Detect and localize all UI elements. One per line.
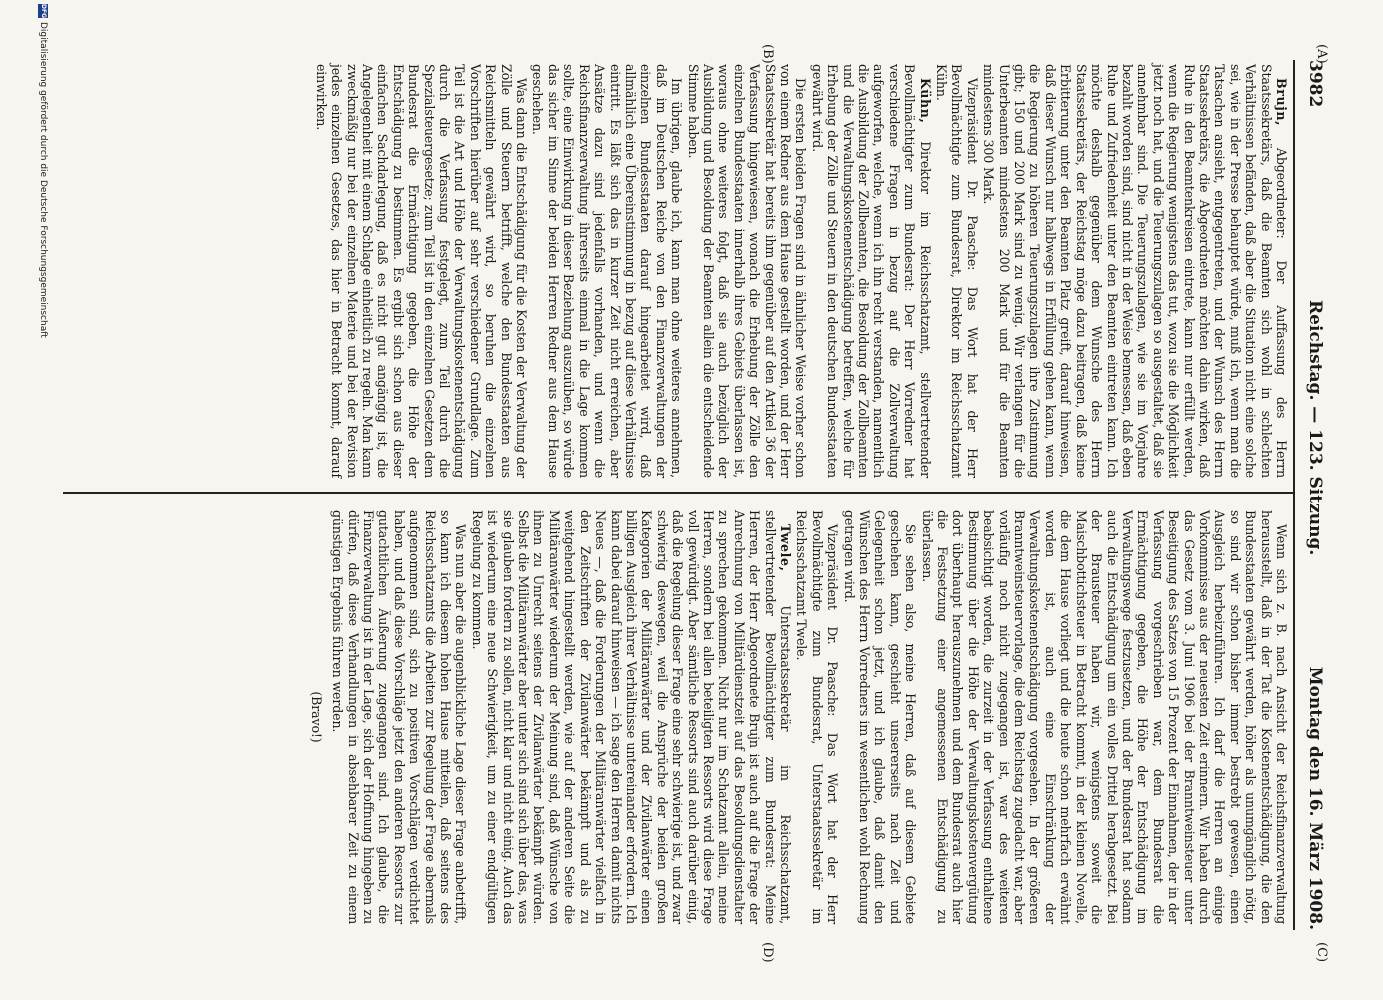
paragraph [981, 64, 1289, 478]
paragraph-text: Vizepräsident Dr. Paasche: Das Wort hat der Herr Bevollmächtigte zum Bundesrat, Direktor im Reichsschatzamt Kühn. [934, 64, 980, 478]
page-header [1297, 60, 1325, 930]
paragraph-text: (Bravo!) [308, 691, 324, 743]
paragraph-text: Im übrigen, glaube ich, kann man ohne weiteres annehmen, daß im Deutschen Reiche von den Finanzverwaltungen der einzelnen Bundesstaaten darauf hingearbeitet wird, daß allmählich eine Übereinstimmung in bezug auf diese Verhältnisse eintritt. Es läßt sich das in kurzer Zeit nicht erreichen, aber Ansätze dazu sind jedenfalls vorhanden, und wenn die Reichsfinanzverwaltung ihrerseits einmal in die Lage kommen sollte, eine Einwirkung in dieser Beziehung auszuüben, so würde das sicher im Sinne der beiden Herren Redner aus dem Hause geschehen. [530, 64, 685, 478]
paragraph [313, 64, 529, 478]
margin-marker-d: (D) [760, 942, 775, 963]
paragraph-text: Was nun aber die augenblickliche Lage dieser Frage anbetrifft, so kann ich diesem hohen Hause mitteilen, daß seitens des Reichsschatzamts die Arbeiten zur Regelung der Frage abermals aufgenommen sind, sich zu positiven Vorschlägen verdichtet haben, und daß diese Vorschläge jetzt den anderen Ressorts zur gutachtlichen Äußerung zugegangen sind. Ich glaube, die Finanzverwaltung ist in der Lage, sich der Hoffnung hingeben zu dürfen, daß diese Verhandlungen in absehbarer Zeit zu einem günstigen Ergebnis führen werden. [330, 510, 469, 924]
speaker-name: Twele, [778, 524, 793, 572]
session-title: Reichstag. — 123. Sitzung. [1305, 300, 1325, 556]
paragraph-text: Abgeordneter: Der Auffassung des Herrn Staatssekretärs, daß die Beamten sich wohl in schlechten Verhältnissen befänden, daß aber die Situation nicht eine solche sei, wie in der Presse behauptet würde, muß ich, wenn man die Tatsachen ansieht, entgegentreten, und der Wunsch des Herrn Staatssekretärs, die Abgeordneten möchten dahin wirken, daß Ruhe in den Beamtenkreisen eintrete, kann nur erfüllt werden, wenn die Regierung wenigstens das tut, wozu sie die Möglichkeit jetzt noch hat, und die Teuerungszulagen so ausgestaltet, daß sie annehmbar sind. Die Teuerungszulagen, wie sie im Vorjahre bezahlt worden sind, sind nicht in der Weise bemessen, daß eben Ruhe und Zufriedenheit unter den Beamten eintreten kann. Ich möchte deshalb gegenüber dem Wunsche des Herrn Staatssekretärs, der Reichstag möge dazu beitragen, daß keine Erbitterung unter den Beamten Platz greift, darauf hinweisen, daß dieser Wunsch nur halbwegs in Erfüllung gehen kann, wenn die Regierung zu höheren Teuerungszulagen ihre Zustimmung gibt; 150 und 200 Mark sind zu wenig. Wir verlangen für die Unterbeamten mindestens 200 Mark und für die Beamten mindestens 300 Mark. [981, 64, 1289, 478]
speaker-name: Kühn, [917, 78, 933, 124]
paragraph [469, 510, 793, 924]
paragraph-text: Direktor im Reichsschatzamt, stellvertretender Bevollmächtigter zum Bundesrat: Der Herr Vorredner hat verschiedene Fragen in bezug auf die Zollverwaltung aufgeworfen, welche, wenn ich ihn recht verstanden, namentlich die Ausbildung der Zollbeamten, die Besoldung der Zollbeamten und die Verwaltungskostenentschädigung betreffen, welche für Erhebung der Zölle und Steuern in den deutschen Bundesstaaten gewährt wird. [809, 64, 933, 478]
paragraph-text: Wenn sich z. B. nach Ansicht der Reichsfinanzverwaltung herausstellt, daß in der Tat die Kostenentschädigung, die den Bundesstaaten gewährt werden, höher als unumgänglich nötig, so sind wir schon bisher immer bestrebt gewesen, einen Ausgleich herbeizuführen. Ich darf die Herren an einige Vorkommnisse aus der neuesten Zeit erinnern. Wir haben durch das Gesetz vom 3. Juni 1906 bei der Branntweinsteuer unter Beseitigung des Satzes von 15 Prozent der Einnahmen, der in der Verfassung vorgeschrieben war, dem Bundesrat die Ermächtigung gegeben, die Höhe der Entschädigung im Verwaltungswege festzusetzen, und der Bundesrat hat sodann auch die Entschädigung um ein volles Drittel herabgesetzt. Bei der Brausteuer haben wir, wenigstens soweit die Maischbottichsteuer in Betracht kommt, in der kleinen Novelle, die dem Hause vorliegt und die heute schon mehrfach erwähnt worden ist, auch eine Einschränkung der Verwaltungskostenentschädigung vorgesehen. In der größeren Branntweinsteuervorlage, die dem Reichstag zugedacht war, aber vorläufig noch nicht zugegangen ist, war des weiteren beabsichtigt worden, die zurzeit in der Verfassung enthaltene Bestimmung über die Höhe der Verwaltungskostenvergütung dort überhaupt herauszunehmen und dem Bundesrat auch hier die Festsetzung einer angemessenen Entschädigung zu überlassen. [919, 510, 1289, 924]
paragraph [919, 510, 1289, 924]
paragraph [934, 64, 980, 478]
paragraph-text: Unterstaatssekretär im Reichsschatzamt, stellvertretender Bevollmächtigter zum Bundesrat: Meine Herren, der Herr Abgeordnete Brujn ist auch auf die Frage der Anrechnung von Militärdienstzeit auf das Besoldungsdienstalter zu sprechen gekommen. Nicht nur im Schatzamt allein, meine Herren, sondern bei allen beteiligten Ressorts wird diese Frage voll gewürdigt. Aber sämtliche Ressorts sind auch darüber einig, daß die Regelung dieser Frage eine sehr schwierige ist, und zwar schwierig deswegen, weil die Ansprüche der beiden großen Kategorien der Militäranwärter und der Zivilanwärter einen billigen Ausgleich ihrer Verhältnisse untereinander erfordern. Ich kann dabei darauf hinweisen — ich sage den Herren damit nichts Neues —, daß die Forderungen der Militäranwärter vielfach in den Zeitschriften der Zivilanwärter bekämpft und als zu weitgehend hingestellt werden, wie auf der anderen Seite die Militäranwärter wiederum der Meinung sind, daß Wünsche von ihnen zu Unrecht seitens der Zivilanwärter bekämpft würden. Selbst die Militäranwärter aber unter sich sind sich über das, was sie glauben fordern zu sollen, nicht klar und nicht einig. Auch das ist wiederum eine neue Schwierigkeit, um zu einer endgültigen Regelung zu kommen. [469, 510, 793, 924]
paragraph-text: Die ersten beiden Fragen sind in ähnlicher Weise vorher schon von einem Redner aus dem Hause gestellt worden, und der Herr Staatssekretär hat bereits ihm gegenüber auf den Artikel 36 der Verfassung hingewiesen, wonach die Erhebung der Zölle den einzelnen Bundesstaaten innerhalb ihres Gebiets überlassen ist, woraus ohne weiteres folgt, daß sie auch bezüglich der Ausbildung und Besoldung der Beamten allein die entscheidende Stimme haben. [685, 64, 809, 478]
paragraph [308, 510, 323, 924]
session-date: Montag den 16. März 1908. [1305, 666, 1325, 930]
paragraph [841, 510, 918, 924]
paragraph-text: Was dann die Entschädigung für die Kosten der Verwaltung der Zölle und Steuern betrifft, welche den Bundesstaaten aus Reichsmitteln gewährt wird, so beruhen die einzelnen Vorschriften hierüber auf sehr verschiedener Grundlage. Zum Teil ist die Art und Höhe der Verwaltungskostenentschädigung durch die Verfassung festgelegt, zum Teil durch die Spezialsteuergesetze; zum Teil ist in den einzelnen Gesetzen dem Bundesrat die Ermächtigung gegeben, die Höhe der Entschädigung zu bestimmen. Es ergibt sich schon aus dieser einfachen Sachdarlegung, daß es nicht gut angängig ist, die Angelegenheit mit einem Schlage einheitlich zu regeln. Man kann zweckmäßig nur bei der einzelnen Materie und bei der Revision jedes einzelnen Gesetzes, das hier in Betracht kommt, darauf einwirken. [313, 64, 530, 478]
footer-text: Digitalisierung gefördert durch die Deutsche Forschungsgemeinschaft [38, 22, 48, 338]
dfg-logo: DFG [40, 4, 47, 19]
paragraph [685, 64, 808, 478]
paragraph [330, 510, 469, 924]
paragraph-text: Vizepräsident Dr. Paasche: Das Wort hat der Herr Bevollmächtigte zum Bundesrat, Unterstaatssekretär im Reichsschatzamt Twele. [794, 510, 841, 924]
paragraph [809, 64, 932, 478]
right-column [307, 510, 1289, 924]
paragraph [530, 64, 684, 478]
speaker-name: Brujn, [1274, 78, 1289, 127]
paragraph-text: Sie sehen also, meine Herren, daß auf diesem Gebiete geschehen kann, geschieht unsererseits nach Zeit und Gelegenheit schon jetzt, und ich glaube, daß damit den Wünschen des Herrn Vorredners im wesentlichen wohl Rechnung getragen wird. [841, 510, 919, 924]
margin-marker-a: (A) [1314, 44, 1329, 64]
header-rule [1293, 60, 1295, 930]
left-column [312, 64, 1289, 478]
paragraph [794, 510, 840, 924]
page-number: 3982 [1305, 60, 1325, 108]
footer [33, 0, 53, 1000]
margin-marker-b: (B) [760, 44, 775, 64]
column-divider [63, 492, 1293, 494]
margin-marker-c: (C) [1314, 942, 1329, 963]
